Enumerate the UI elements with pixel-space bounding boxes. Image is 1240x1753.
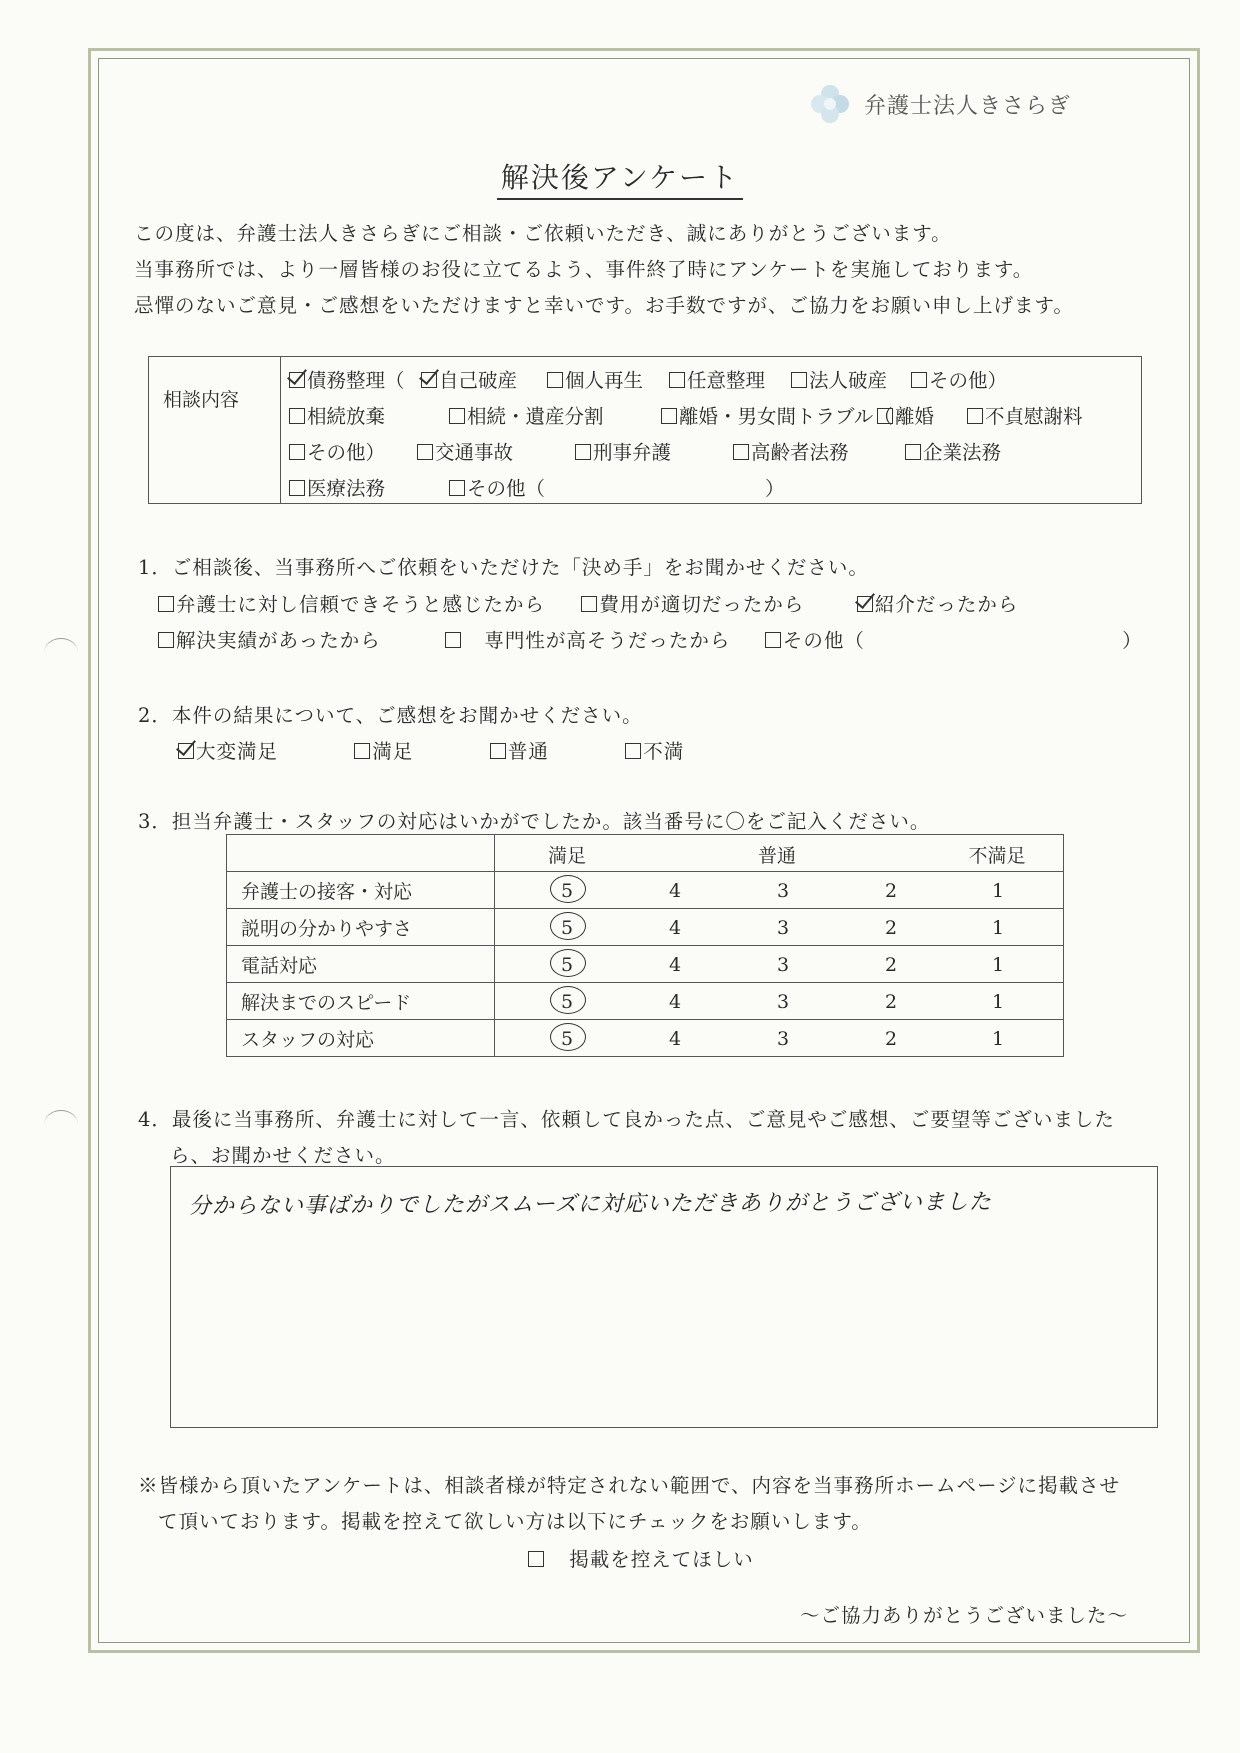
rating-row: スタッフの対応 5 4 3 2 1 bbox=[227, 1020, 1064, 1057]
rating-table bbox=[226, 834, 1064, 1057]
firm-logo bbox=[808, 82, 1071, 126]
checkbox-fee[interactable] bbox=[581, 596, 597, 612]
checkbox-inheritance-split[interactable] bbox=[449, 408, 465, 424]
checkbox-very-satisfied[interactable] bbox=[178, 743, 194, 759]
rating-header-row: 満足 普通 不満足 bbox=[227, 835, 1064, 872]
checkbox-other2[interactable] bbox=[289, 444, 305, 460]
checkbox-rehab[interactable] bbox=[547, 372, 563, 388]
checkbox-corp-bankruptcy[interactable] bbox=[791, 372, 807, 388]
q2-options: 大変満足 満足 普通 不満 bbox=[178, 736, 684, 764]
intro-text: この度は、弁護士法人きさらぎにご相談・ご依頼いただき、誠にありがとうございます。 当事務所では、より一層皆様のお役に立てるよう、事件終了時にアンケートを実施しております。 忌憚のないご意見・ご感想をいただけますと幸いです。お手数ですが、ご協力をお願い申し上げます。 bbox=[134, 222, 1074, 317]
rating-row: 説明の分かりやすさ 5 4 3 2 1 bbox=[227, 909, 1064, 946]
checkbox-trust[interactable] bbox=[158, 596, 174, 612]
checkbox-consolation[interactable] bbox=[967, 408, 983, 424]
question-1: 1．ご相談後、当事務所へご依頼をいただけた「決め手」をお聞かせください。 bbox=[138, 556, 869, 579]
firm-name: 弁護士法人きさらぎ bbox=[864, 93, 1072, 119]
checkbox-inheritance-renounce[interactable] bbox=[289, 408, 305, 424]
checkbox-divorce[interactable] bbox=[877, 408, 893, 424]
q1-options-row2: 解決実績があったから 専門性が高そうだったから その他（ ） bbox=[158, 625, 1143, 653]
checkbox-traffic[interactable] bbox=[417, 444, 433, 460]
question-3: 3．担当弁護士・スタッフの対応はいかがでしたか。該当番号に〇をご記入ください。 bbox=[138, 810, 931, 833]
handwritten-answer: 分からない事ばかりでしたがスムーズに対応いただきありがとうございました bbox=[188, 1189, 992, 1220]
q1-options-row1: 弁護士に対し信頼できそうと感じたから 費用が適切だったから 紹介だったから bbox=[158, 589, 1018, 617]
page-title: 解決後アンケート bbox=[0, 156, 1240, 196]
checkbox-record[interactable] bbox=[158, 632, 174, 648]
publication-note-line1: ※皆様から頂いたアンケートは、相談者様が特定されない範囲で、内容を当事務所ホームページに掲載させ bbox=[138, 1474, 1121, 1497]
punch-hole-mark bbox=[44, 1110, 78, 1139]
rating-row: 解決までのスピード 5 4 3 2 1 bbox=[227, 983, 1064, 1020]
checkbox-expertise[interactable] bbox=[445, 632, 461, 648]
checkbox-optout[interactable] bbox=[528, 1551, 544, 1567]
checkbox-satisfied[interactable] bbox=[354, 743, 370, 759]
checkbox-divorce-trouble[interactable] bbox=[661, 408, 677, 424]
checkbox-other[interactable] bbox=[911, 372, 927, 388]
punch-hole-mark bbox=[44, 638, 78, 667]
checkbox-other3[interactable] bbox=[449, 480, 465, 496]
checkbox-normal[interactable] bbox=[490, 743, 506, 759]
question-2: 2．本件の結果について、ご感想をお聞かせください。 bbox=[138, 704, 643, 727]
comment-box[interactable] bbox=[170, 1166, 1158, 1428]
checkbox-referral[interactable] bbox=[857, 596, 873, 612]
checkbox-medical[interactable] bbox=[289, 480, 305, 496]
checkbox-corporate[interactable] bbox=[905, 444, 921, 460]
flower-logo-icon bbox=[808, 82, 852, 126]
checkbox-dissatisfied[interactable] bbox=[625, 743, 641, 759]
closing-thanks: ～ご協力ありがとうございました～ bbox=[800, 1604, 1129, 1627]
checkbox-voluntary[interactable] bbox=[669, 372, 685, 388]
checkbox-bankruptcy[interactable] bbox=[421, 372, 437, 388]
checkbox-elderly[interactable] bbox=[733, 444, 749, 460]
publication-note-line2: て頂いております。掲載を控えて欲しい方は以下にチェックをお願いします。 bbox=[158, 1510, 872, 1533]
checkbox-debt[interactable] bbox=[289, 372, 305, 388]
rating-row: 弁護士の接客・対応 5 4 3 2 1 bbox=[227, 872, 1064, 909]
optout-option: 掲載を控えてほしい bbox=[528, 1544, 754, 1572]
question-4-line2: ら、お聞かせください。 bbox=[170, 1144, 396, 1167]
consultation-box: 相談内容 債務整理（ 自己破産 個人再生 任意整理 法人破産 その他） 相続放棄 相続・遺産分割 離婚・男女間トラブル（ 離婚 不貞慰謝料 その他） 交通事故 刑事弁護 高齢者法務 企業法務 医療法務 その他（ ） bbox=[148, 356, 1142, 504]
question-4-line1: 4．最後に当事務所、弁護士に対して一言、依頼して良かった点、ご意見やご感想、ご要望等ございました bbox=[138, 1108, 1115, 1131]
rating-row: 電話対応 5 4 3 2 1 bbox=[227, 946, 1064, 983]
consultation-label: 相談内容 bbox=[149, 357, 281, 503]
checkbox-criminal[interactable] bbox=[575, 444, 591, 460]
checkbox-q1-other[interactable] bbox=[765, 632, 781, 648]
